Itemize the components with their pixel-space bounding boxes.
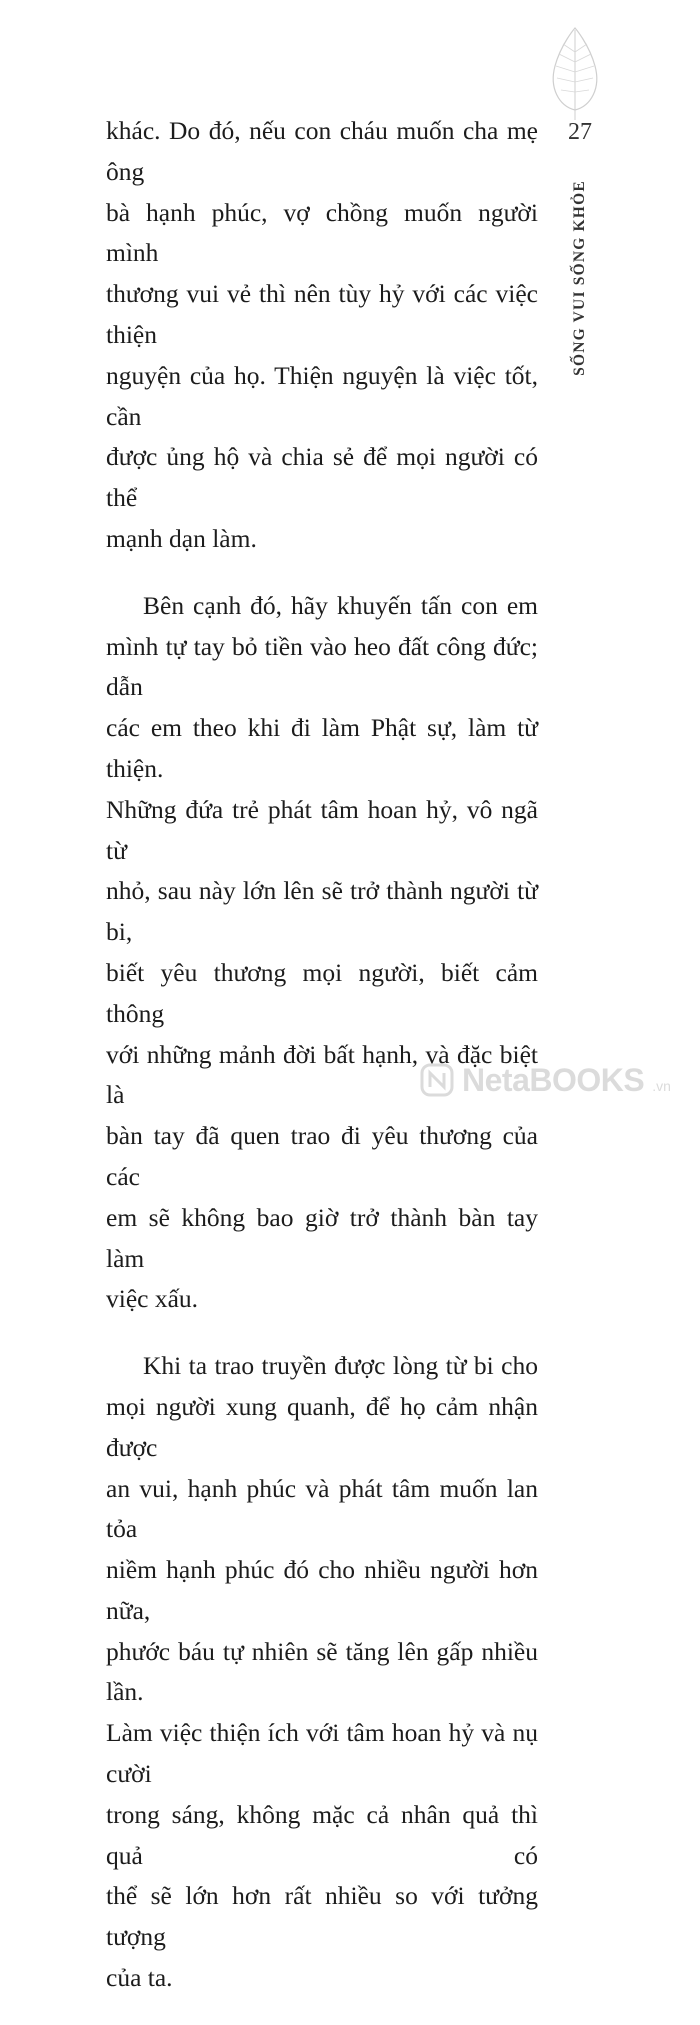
text-line: em sẽ không bao giờ trở thành bàn tay làm [106,1202,538,1273]
text-line: của ta. [106,1963,173,1993]
netabooks-logo-icon [420,1063,454,1097]
text-line: nhỏ, sau này lớn lên sẽ trở thành người từ bi, [106,876,538,947]
running-head [560,170,600,385]
text-line: phước báu tự nhiên sẽ tăng lên gấp nhiều lần. [106,1636,538,1707]
text-line: các em theo khi đi làm Phật sự, làm từ thiện. [106,713,538,783]
text-line: trong sáng, không mặc cả nhân quả thì quả có [106,1799,538,1870]
text-line: bàn tay đã quen trao đi yêu thương của các [106,1121,538,1191]
text-line: mạnh dạn làm. [106,523,257,553]
paragraph-3 [106,1346,538,1999]
netabooks-watermark [420,1060,700,1100]
paragraph-2 [106,586,538,1320]
text-line: bà hạnh phúc, vợ chồng muốn người mình [106,197,538,268]
watermark-suffix: .vn [652,1078,671,1094]
text-line: việc xấu. [106,1284,199,1314]
text-line: niềm hạnh phúc đó cho nhiều người hơn nữa, [106,1555,538,1625]
text-line: Làm việc thiện ích với tâm hoan hỷ và nụ cười [106,1718,538,1789]
text-line: biết yêu thương mọi người, biết cảm thông [106,957,538,1028]
running-head-text: SỐNG VUI SỐNG KHỎE [571,179,588,376]
text-line: thể sẽ lớn hơn rất nhiều so với tưởng tượng [106,1881,538,1952]
page-number: 27 [568,119,592,145]
text-line: Khi ta trao truyền được lòng từ bi cho [143,1351,538,1381]
text-line: mọi người xung quanh, để họ cảm nhận được [106,1391,538,1462]
text-line: thương vui vẻ thì nên tùy hỷ với các việc thiện [106,279,538,349]
text-line: với những mảnh đời bất hạnh, và đặc biệt là [106,1039,538,1110]
text-line: Bên cạnh đó, hãy khuyến tấn con em [143,590,538,620]
bodhi-leaf-icon [545,22,605,122]
text-line: được ủng hộ và chia sẻ để mọi người có thể [106,442,538,513]
text-line: an vui, hạnh phúc và phát tâm muốn lan tỏa [106,1473,538,1544]
watermark-brand: NetaBOOKS [462,1061,645,1098]
text-line: mình tự tay bỏ tiền vào heo đất công đức; dẫn [106,631,538,702]
paragraph-1 [106,111,538,560]
text-line: Những đứa trẻ phát tâm hoan hỷ, vô ngã từ [106,794,538,865]
text-line: khác. Do đó, nếu con cháu muốn cha mẹ ông [106,116,538,186]
text-line: nguyện của họ. Thiện nguyện là việc tốt, cần [106,360,538,431]
